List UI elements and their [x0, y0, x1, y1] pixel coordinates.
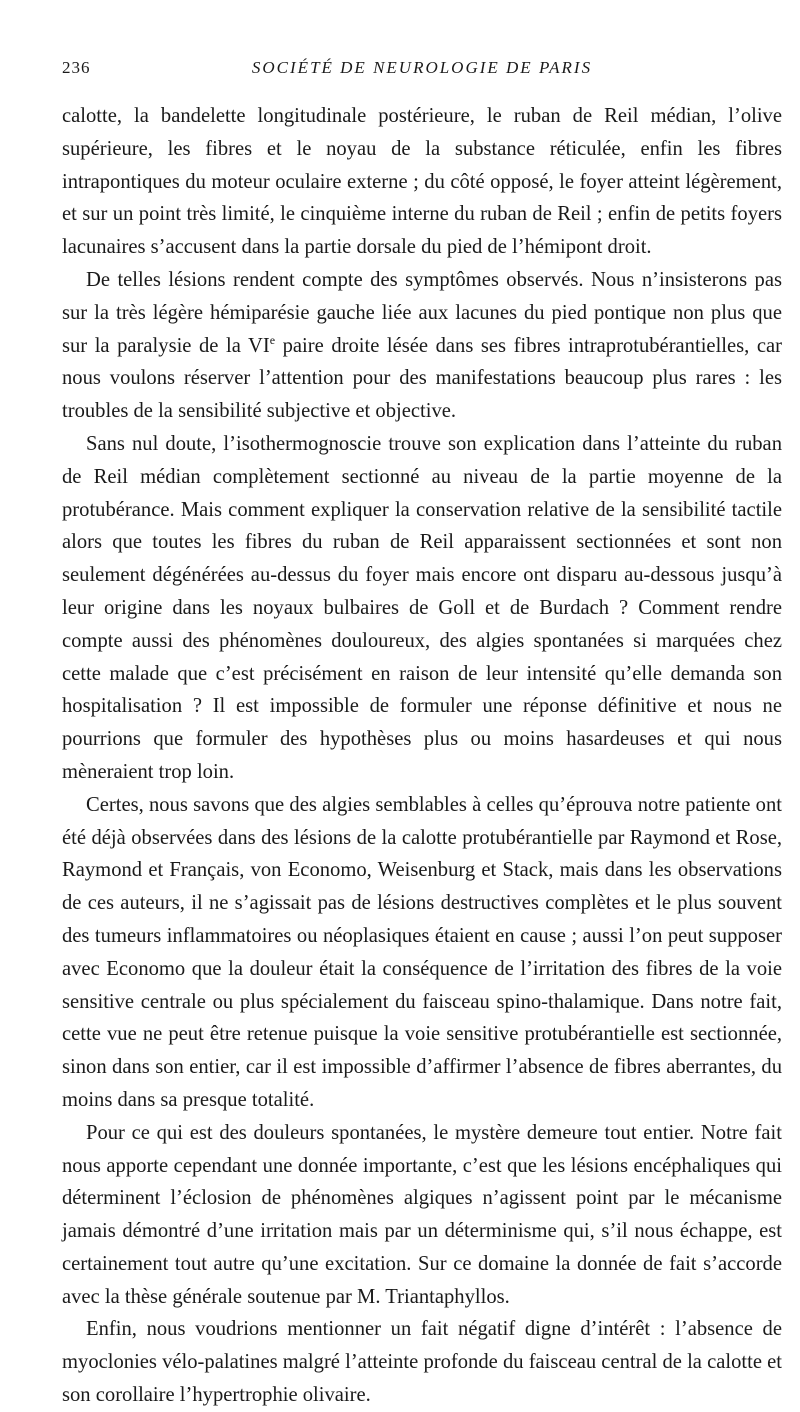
body-text — [62, 100, 782, 1412]
superscript: e — [269, 332, 276, 347]
paragraph-continuation: calotte, la bandelette longitudinale postérieure, le ruban de Reil médian, l’olive supérieure, les fibres et le noyau de la substance réticulée, enfin les fibres intrapontiques du moteur oculaire externe ; du côté opposé, le foyer atteint légèrement, et sur un point très limité, le cinquième interne du ruban de Reil ; enfin de petits foyers lacunaires s’accusent dans la partie dorsale du pied de l’hémipont droit. — [62, 105, 782, 259]
paragraph: Sans nul doute, l’isothermognoscie trouve son explication dans l’atteinte du ruban de Reil médian complètement sectionné au niveau de la partie moyenne de la protubérance. Mais comment expliquer la conservation relative de la sensibilité tactile alors que toutes les fibres du ruban de Reil apparaissent sectionnées et sont non seulement dégénérées au-dessus du foyer mais encore ont disparu au-dessous jusqu’à leur origine dans les noyaux bulbaires de Goll et de Burdach ? Comment rendre compte aussi des phénomènes douloureux, des algies spontanées si marquées chez cette malade que c’est précisément en raison de leur intensité qu’elle demanda son hospitalisation ? Il est impossible de formuler une réponse définitive et nous ne pourrions que formuler des hypothèses plus ou moins hasardeuses et qui nous mèneraient trop loin. — [62, 432, 782, 783]
running-head — [62, 58, 782, 84]
paragraph: Enfin, nous voudrions mentionner un fait négatif digne d’intérêt : l’absence de myoclonies vélo-palatines malgré l’atteinte profonde du faisceau central de la calotte et son corollaire l’hypertrophie olivaire. — [62, 1318, 782, 1407]
running-title: SOCIÉTÉ DE NEUROLOGIE DE PARIS — [251, 58, 593, 77]
paragraph: Pour ce qui est des douleurs spontanées, le mystère demeure tout entier. Notre fait nous apporte cependant une donnée importante, c’est que les lésions encéphaliques qui déterminent l’éclosion de phénomènes algiques n’agissent point par le mécanisme jamais démontré d’une irritation mais par un déterminisme qui, s’il nous échappe, est certainement tout autre qu’une excitation. Sur ce domaine la donnée de fait s’accorde avec la thèse générale soutenue par M. Triantaphyllos. — [62, 1121, 782, 1308]
paragraph: De telles lésions rendent compte des symptômes observés. Nous n’insisterons pas sur la très légère hémiparésie gauche liée aux lacunes du pied pontique non plus que sur la paralysie de la VIe paire droite lésée dans ses fibres intraprotubérantielles, car nous voulons réserver l’attention pour des manifestations beaucoup plus rares : les troubles de la sensibilité subjective et objective. — [62, 268, 782, 423]
paragraph: Certes, nous savons que des algies semblables à celles qu’éprouva notre patiente ont été déjà observées dans des lésions de la calotte protubérantielle par Raymond et Rose, Raymond et Français, von Economo, Weisenburg et Stack, mais dans les observations de ces auteurs, il ne s’agissait pas de lésions destructives complètes et le plus souvent des tumeurs inflammatoires ou néoplasiques étaient en cause ; aussi l’on peut supposer avec Economo que la douleur était la conséquence de l’irritation des fibres de la voie sensitive centrale ou plus spécialement du faisceau spino-thalamique. Dans notre fait, cette vue ne peut être retenue puisque la voie sensitive protubérantielle est sectionnée, sinon dans son entier, car il est impossible d’affirmer l’absence de fibres aberrantes, du moins dans sa presque totalité. — [62, 793, 782, 1111]
page-number: 236 — [62, 58, 91, 77]
